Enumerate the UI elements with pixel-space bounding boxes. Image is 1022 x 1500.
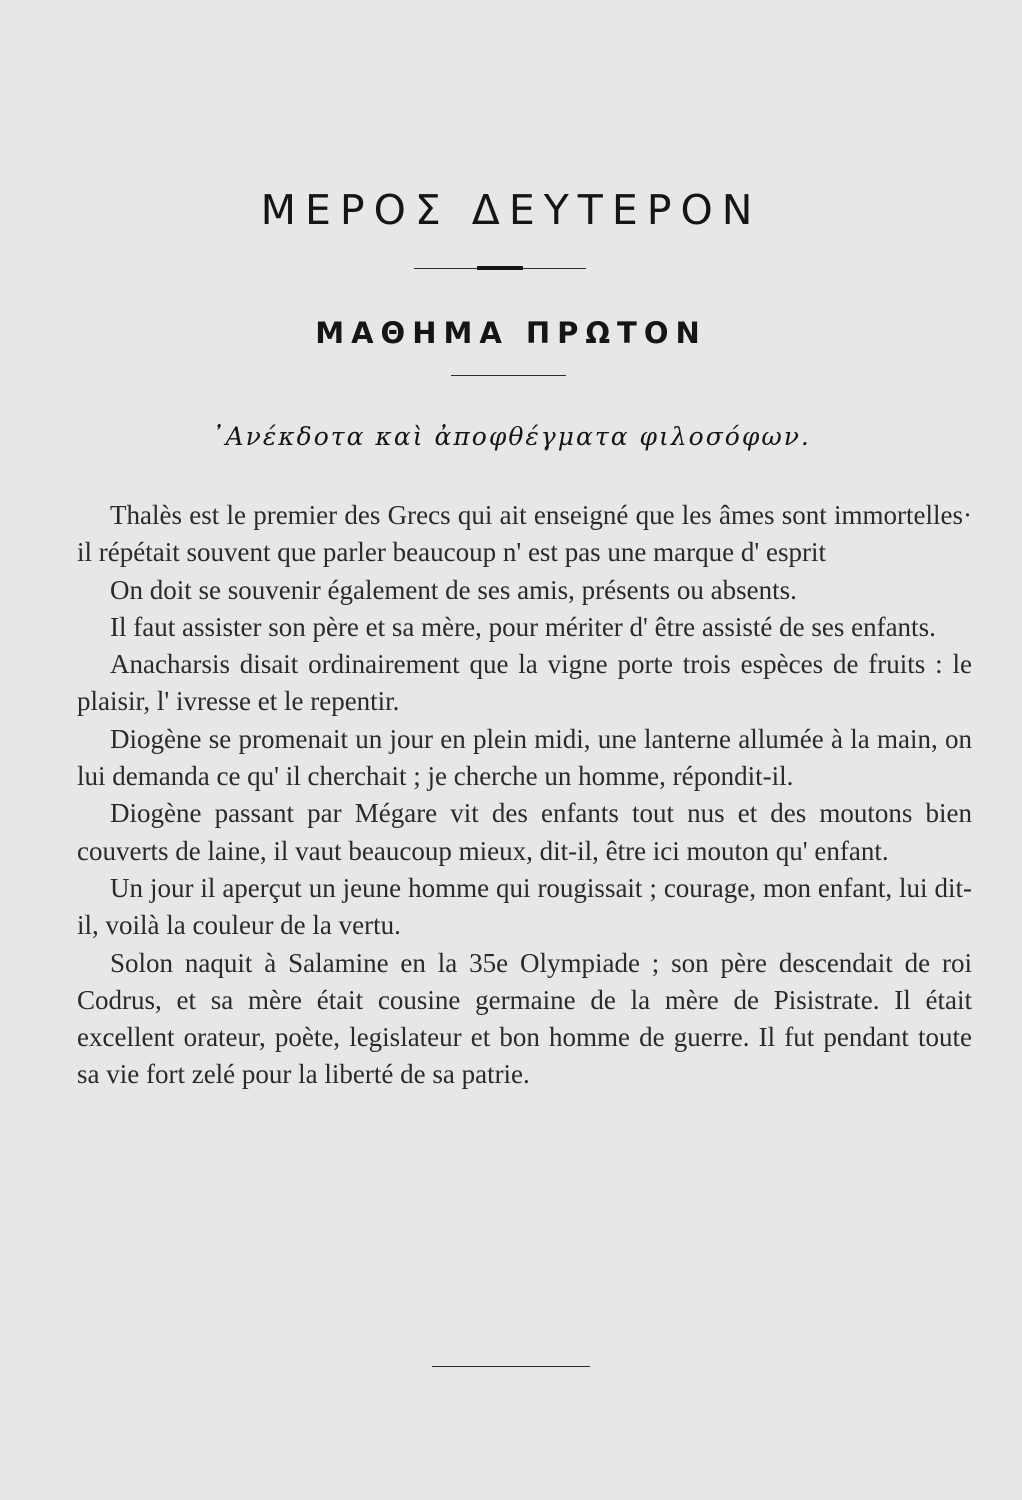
paragraph: Solon naquit à Salamine en la 35e Olympiade ; son père descendait de roi Codrus, et sa mère était cousine germaine de la mère de Pisistrate. Il était excellent orateur, poète, legislateur et bon homme de guerre. Il fut pendant toute sa vie fort zelé pour la liberté de sa patrie. — [77, 947, 972, 1090]
body-text — [77, 497, 972, 1094]
paragraph: On doit se souvenir également de ses amis, présents ou absents. — [110, 574, 797, 605]
section-subtitle: ᾿Ανέκδοτα καὶ ἀποφθέγματα φιλοσόφων. — [211, 422, 811, 451]
paragraph: Diogène passant par Mégare vit des enfants tout nus et des moutons bien couverts de laine, il vaut beaucoup mieux, dit-il, être ici mouton qu' enfant. — [77, 798, 972, 866]
end-divider — [432, 1366, 590, 1367]
paragraph: Un jour il aperçut un jeune homme qui rougissait ; courage, mon enfant, lui dit-il, voilà la couleur de la vertu. — [77, 872, 972, 941]
paragraph: Thalès est le premier des Grecs qui ait enseigné que les âmes sont immortelles· il répétait souvent que parler beaucoup n' est pas une marque d' esprit — [77, 500, 972, 568]
ornamental-divider-center — [477, 266, 523, 270]
section-divider — [451, 375, 566, 376]
paragraph: Il faut assister son père et sa mère, pour mériter d' être assisté de ses enfants. — [110, 611, 936, 642]
part-title: ΜΕΡΟΣ ΔΕΥΤΕΡΟΝ — [260, 186, 762, 234]
paragraph: Anacharsis disait ordinairement que la vigne porte trois espèces de fruits : le plaisir, l' ivresse et le repentir. — [77, 649, 972, 717]
lesson-title: ΜΑΘΗΜΑ ΠΡΩΤΟΝ — [315, 316, 707, 350]
paragraph: Diogène se promenait un jour en plein midi, une lanterne allumée à la main, on lui demanda ce qu' il cherchait ; je cherche un homme, répondit-il. — [77, 723, 972, 792]
